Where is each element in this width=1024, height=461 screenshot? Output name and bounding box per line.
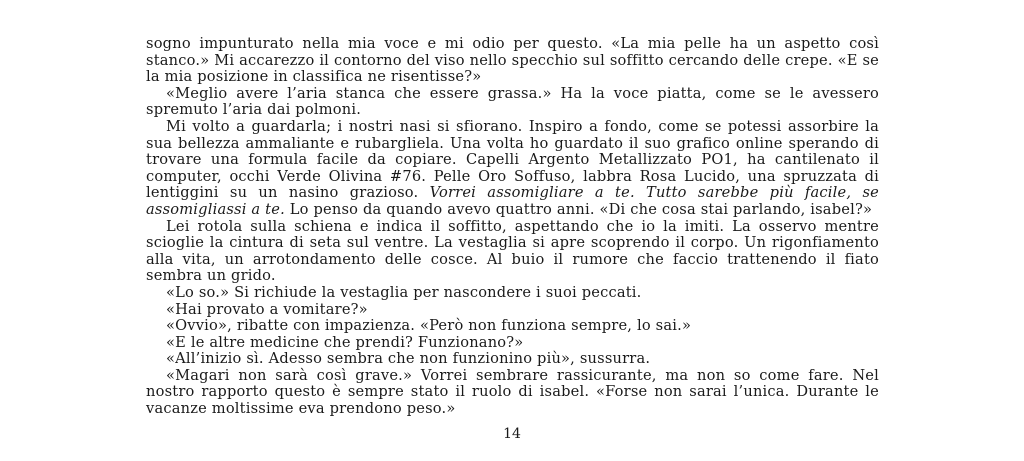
paragraph: «Hai provato a vomitare?» [166,300,368,318]
paragraph: «Magari non sarà così grave.» Vorrei sembrare rassicurante, ma non so come fare. Nel nostro rapporto questo è sempre stato il ruolo di isabel. «Forse non sarai l’unica. Durante le vacanze moltissime eva prendono peso.» [146,366,879,418]
body-text [146,36,879,418]
paragraph-text: Mi volto a guardarla; i nostri nasi si sfiorano. Inspiro a fondo, come se potessi assorbire la sua bellezza ammaliante e rubargliela. Una volta ho guardato il suo grafico online sperando di trovare una formula facile da copiare. Capelli Argento Metallizzato PO1, ha cantilenato il computer, occhi Verde Olivina #76. Pelle Oro Soffuso, labbra Rosa Lucido, una spruzzata di lentiggini su un nasino grazioso. [146,117,879,202]
page-number: 14 [503,426,521,442]
paragraph: «Ovvio», ribatte con impazienza. «Però non funziona sempre, lo sai.» [166,317,692,335]
paragraph: «All’inizio sì. Adesso sembra che non funzionino più», sussurra. [166,350,651,368]
paragraph: Lei rotola sulla schiena e indica il soffitto, aspettando che io la imiti. La osservo mentre scioglie la cintura di seta sul ventre. La vestaglia si apre scoprendo il corpo. Un rigonfiamento alla vita, un arrotondamento delle cosce. Al buio il rumore che faccio trattenendo il fiato sembra un grido. [146,217,879,285]
paragraph: «E le altre medicine che prendi? Funzionano?» [166,333,524,351]
italic-thought: Vorrei assomigliare a te. Tutto sarebbe più facile, se assomigliassi a te. [146,184,879,218]
paragraph-text: Lo penso da quando avevo quattro anni. «Di che cosa stai parlando, isabel?» [284,200,873,218]
paragraph: sogno impunturato nella mia voce e mi odio per questo. «La mia pelle ha un aspetto così stanco.» Mi accarezzo il contorno del viso nello specchio sul soffitto cercando delle crepe. «E se la mia posizione in classifica ne risentisse?» [146,35,879,86]
paragraph: «Meglio avere l’aria stanca che essere grassa.» Ha la voce piatta, come se le avessero spremuto l’aria dai polmoni. [146,84,879,119]
paragraph [146,119,879,219]
paragraph: «Lo so.» Si richiude la vestaglia per nascondere i suoi peccati. [166,283,642,301]
